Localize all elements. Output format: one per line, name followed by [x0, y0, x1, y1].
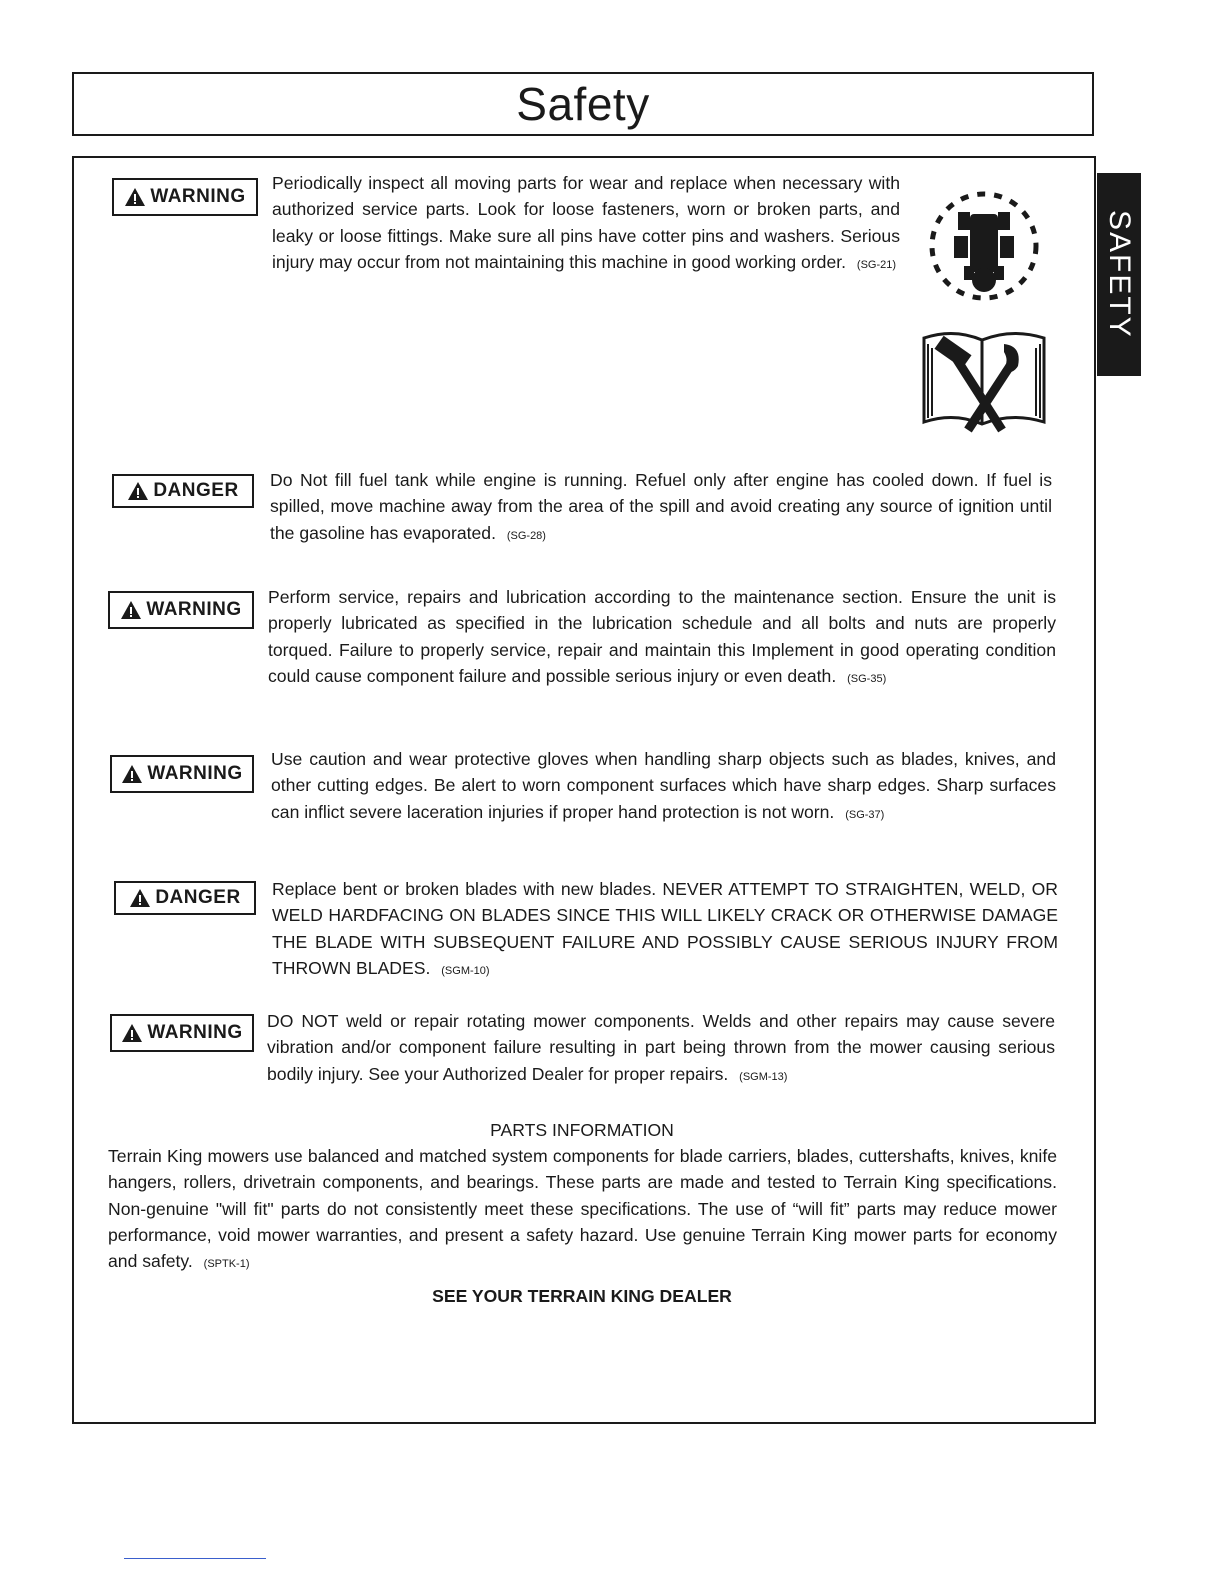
manual-tools-icon: [918, 326, 1050, 436]
maintenance-tractor-icon: [918, 186, 1050, 306]
footer-rule: [124, 1558, 266, 1559]
warning-label: [108, 591, 254, 629]
safety-message: [272, 876, 1058, 984]
warning-label-text: WARNING: [150, 186, 246, 207]
message-text: Perform service, repairs and lubrication according to the maintenance section. Ensure the unit is properly lubricated as specified in the lubrication schedule and all bolts and nuts are properly torqued. Failure to properly service, repair and maintain this Implement in good operating condition could cause component failure and possible serious injury or even death.: [268, 587, 1056, 686]
dealer-notice: SEE YOUR TERRAIN KING DEALER: [432, 1286, 732, 1306]
title-box: [72, 72, 1094, 136]
message-code: (SGM-10): [441, 964, 490, 977]
message-code: (SG-28): [506, 529, 546, 542]
safety-message: [270, 467, 1052, 549]
alert-triangle-icon: [127, 481, 149, 501]
message-text: Periodically inspect all moving parts for wear and replace when necessary with authorized service parts. Look for loose fasteners, worn or broken parts, and leaky or loose fittings. Make sure all pins have cotter pins and washers. Serious injury may occur from not maintaining this machine in good working order.: [272, 173, 900, 272]
message-text: Use caution and wear protective gloves when handling sharp objects such as blades, knives, and other cutting edges. Be alert to worn component surfaces which have sharp edges. Sharp surfaces can inflict severe laceration injuries if proper hand protection is not worn.: [271, 749, 1056, 822]
parts-heading: PARTS INFORMATION: [490, 1120, 674, 1140]
parts-code: (SPTK-1): [203, 1258, 250, 1271]
message-code: (SG-37): [845, 808, 885, 821]
warning-label-text: WARNING: [146, 599, 242, 620]
safety-message: [271, 746, 1056, 828]
danger-label-text: DANGER: [155, 887, 241, 908]
message-text: Replace bent or broken blades with new blades. NEVER ATTEMPT TO STRAIGHTEN, WELD, OR WELD HARDFACING ON BLADES SINCE THIS WILL LIKELY CRACK OR OTHERWISE DAMAGE THE BLADE WITH SUBSEQUENT FAILURE AND POSSIBLY CAUSE SERIOUS INJURY FROM THROWN BLADES.: [272, 879, 1058, 978]
section-tab-label: SAFETY: [1103, 210, 1136, 339]
alert-triangle-icon: [129, 888, 151, 908]
page-title: Safety: [516, 78, 650, 130]
warning-label: [110, 755, 254, 793]
message-text: Do Not fill fuel tank while engine is running. Refuel only after engine has cooled down. If fuel is spilled, move machine away from the area of the spill and avoid creating any source of ignition until the gasoline has evaporated.: [270, 470, 1052, 543]
safety-message: [267, 1008, 1055, 1090]
safety-message: [272, 170, 900, 278]
danger-label-text: DANGER: [153, 480, 239, 501]
parts-text: Terrain King mowers use balanced and matched system components for blade carriers, blades, cuttershafts, knives, knife hangers, rollers, drivetrain components, and bearings. These parts are made and tested to Terrain King specifications. Non-genuine "will fit" parts do not consistently meet these specifications. The use of “will fit” parts may reduce mower performance, void mower warranties, and present a safety hazard. Use genuine Terrain King mower parts for economy and safety.: [108, 1146, 1057, 1272]
warning-label-text: WARNING: [147, 763, 243, 784]
alert-triangle-icon: [121, 1023, 143, 1043]
message-code: (SG-35): [847, 672, 887, 685]
message-code: (SG-21): [856, 258, 897, 271]
alert-triangle-icon: [120, 600, 142, 620]
parts-paragraph: [108, 1143, 1057, 1277]
safety-message: [268, 584, 1056, 692]
warning-label: [110, 1014, 254, 1052]
alert-triangle-icon: [121, 764, 143, 784]
alert-triangle-icon: [124, 187, 146, 207]
message-code: (SGM-13): [739, 1070, 788, 1083]
danger-label: [112, 474, 254, 508]
warning-label-text: WARNING: [147, 1022, 243, 1043]
message-text: DO NOT weld or repair rotating mower components. Welds and other repairs may cause severe vibration and/or component failure resulting in part being thrown from the mower causing serious bodily injury. See your Authorized Dealer for proper repairs.: [267, 1011, 1055, 1084]
section-tab: [1097, 173, 1141, 376]
warning-label: [112, 178, 258, 216]
danger-label: [114, 881, 256, 915]
